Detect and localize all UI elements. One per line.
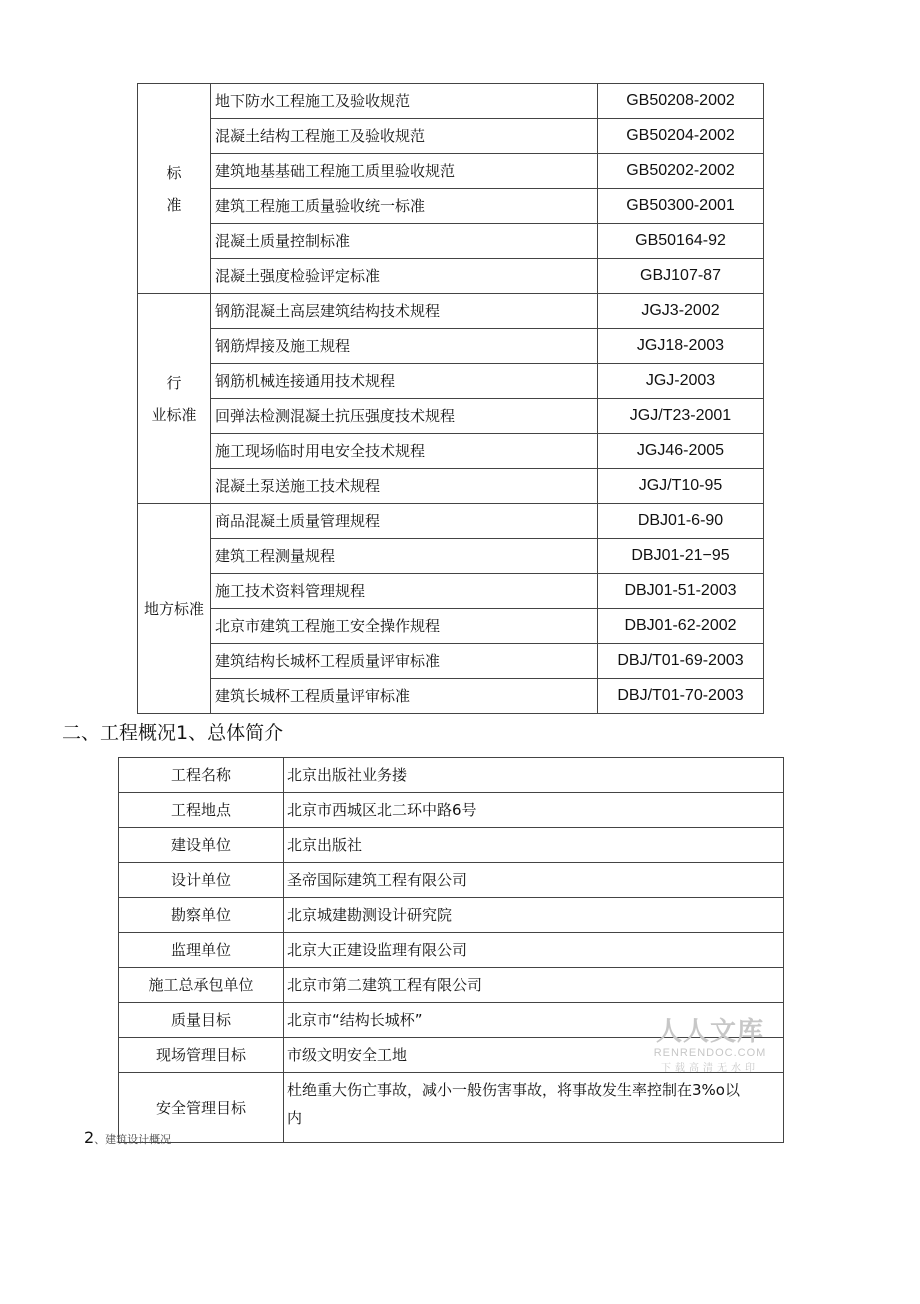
- table-row: [119, 968, 784, 1003]
- row-label: 施工总承包单位: [119, 968, 284, 1003]
- standard-name: 混凝土强度检验评定标准: [211, 259, 598, 294]
- standard-name: 建筑工程测量规程: [211, 539, 598, 574]
- standard-name: 混凝土质量控制标准: [211, 224, 598, 259]
- table-row: [138, 504, 764, 539]
- table-row: [138, 399, 764, 434]
- category-label: 准: [166, 195, 182, 214]
- table-row: [138, 364, 764, 399]
- row-value: 市级文明安全工地: [284, 1038, 784, 1073]
- row-value: 北京市“结构长城杯”: [284, 1003, 784, 1038]
- standard-code: GB50300-2001: [598, 189, 764, 224]
- standard-name: 回弹法检测混凝土抗压强度技术规程: [211, 399, 598, 434]
- standard-code: DBJ/T01-69-2003: [598, 644, 764, 679]
- row-value: 圣帝国际建筑工程有限公司: [284, 863, 784, 898]
- subheading: [84, 1128, 171, 1147]
- category-label: 地方标准: [143, 599, 204, 618]
- table-row: [119, 933, 784, 968]
- row-value: 北京市西城区北二环中路6号: [284, 793, 784, 828]
- row-value: 北京大正建设监理有限公司: [284, 933, 784, 968]
- standard-code: DBJ/T01-70-2003: [598, 679, 764, 714]
- row-label: 工程名称: [119, 758, 284, 793]
- row-value: 北京出版社: [284, 828, 784, 863]
- standard-code: DBJ01-51-2003: [598, 574, 764, 609]
- category-cell: [138, 294, 211, 504]
- table-row: [119, 898, 784, 933]
- standard-name: 钢筋混凝土高层建筑结构技术规程: [211, 294, 598, 329]
- standard-name: 钢筋焊接及施工规程: [211, 329, 598, 364]
- table-row: [138, 679, 764, 714]
- standard-code: GB50208-2002: [598, 84, 764, 119]
- table-row: [138, 224, 764, 259]
- table-row: [138, 119, 764, 154]
- row-label: 现场管理目标: [119, 1038, 284, 1073]
- watermark-url: RENRENDOC.COM: [653, 1047, 767, 1059]
- standard-name: 混凝土结构工程施工及验收规范: [211, 119, 598, 154]
- standard-name: 建筑地基基础工程施工质里验收规范: [211, 154, 598, 189]
- overview-table: [118, 757, 784, 1143]
- standard-code: GB50204-2002: [598, 119, 764, 154]
- standard-code: DBJ01-62-2002: [598, 609, 764, 644]
- safety-target-line-2: 内: [287, 1109, 303, 1127]
- standard-name: 建筑结构长城杯工程质量评审标准: [211, 644, 598, 679]
- category-label: 行: [166, 373, 182, 392]
- section-heading: 二、工程概况1、总体简介: [62, 722, 284, 744]
- standard-name: 施工技术资料管理规程: [211, 574, 598, 609]
- category-label: 标: [166, 163, 182, 182]
- safety-target-line-1: 杜绝重大伤亡事故，减小一般伤害事故，将事故发生率控制在3%o以: [287, 1081, 740, 1099]
- standard-code: JGJ/T23-2001: [598, 399, 764, 434]
- standard-code: JGJ46-2005: [598, 434, 764, 469]
- table-row: [138, 189, 764, 224]
- row-value: 北京出版社业务搂: [284, 758, 784, 793]
- table-row: [138, 644, 764, 679]
- table-row: [119, 828, 784, 863]
- standard-code: GB50202-2002: [598, 154, 764, 189]
- watermark: [648, 1017, 772, 1074]
- standard-code: DBJ01-6-90: [598, 504, 764, 539]
- standard-code: JGJ-2003: [598, 364, 764, 399]
- subheading-number: 2: [84, 1128, 95, 1147]
- category-cell: [138, 84, 211, 294]
- row-value: 北京市第二建筑工程有限公司: [284, 968, 784, 1003]
- table-row: [138, 154, 764, 189]
- watermark-logo: 人人文库: [655, 1017, 764, 1047]
- standard-name: 钢筋机械连接通用技术规程: [211, 364, 598, 399]
- standard-name: 混凝土泵送施工技术规程: [211, 469, 598, 504]
- table-row: [138, 294, 764, 329]
- standard-name: 施工现场临时用电安全技术规程: [211, 434, 598, 469]
- row-label: 质量目标: [119, 1003, 284, 1038]
- standard-name: 建筑工程施工质量验收统一标准: [211, 189, 598, 224]
- row-label: 安全管理目标: [119, 1073, 284, 1143]
- standard-code: JGJ/T10-95: [598, 469, 764, 504]
- subheading-text: 、建筑设计概况: [94, 1133, 172, 1146]
- table-row: [138, 84, 764, 119]
- category-label: 业标准: [151, 405, 197, 424]
- standard-code: DBJ01-21−95: [598, 539, 764, 574]
- row-label: 工程地点: [119, 793, 284, 828]
- row-label: 设计单位: [119, 863, 284, 898]
- table-row: [138, 434, 764, 469]
- table-row: [138, 469, 764, 504]
- standard-code: JGJ3-2002: [598, 294, 764, 329]
- row-label: 建设单位: [119, 828, 284, 863]
- table-row: [119, 793, 784, 828]
- table-row: [138, 609, 764, 644]
- standard-code: GBJ107-87: [598, 259, 764, 294]
- table-row: [119, 863, 784, 898]
- standard-code: GB50164-92: [598, 224, 764, 259]
- watermark-tagline: 下载高清无水印: [661, 1063, 759, 1074]
- row-value: [284, 1073, 784, 1143]
- standards-table: [137, 83, 764, 714]
- table-row: [119, 1073, 784, 1143]
- row-value: 北京城建勘测设计研究院: [284, 898, 784, 933]
- standard-name: 建筑长城杯工程质量评审标准: [211, 679, 598, 714]
- table-row: [138, 574, 764, 609]
- standard-name: 北京市建筑工程施工安全操作规程: [211, 609, 598, 644]
- standard-name: 地下防水工程施工及验收规范: [211, 84, 598, 119]
- standard-code: JGJ18-2003: [598, 329, 764, 364]
- row-label: 勘察单位: [119, 898, 284, 933]
- table-row: [138, 539, 764, 574]
- row-label: 监理单位: [119, 933, 284, 968]
- table-row: [138, 329, 764, 364]
- standard-name: 商品混凝土质量管理规程: [211, 504, 598, 539]
- table-row: [138, 259, 764, 294]
- table-row: [119, 758, 784, 793]
- category-cell: [138, 504, 211, 714]
